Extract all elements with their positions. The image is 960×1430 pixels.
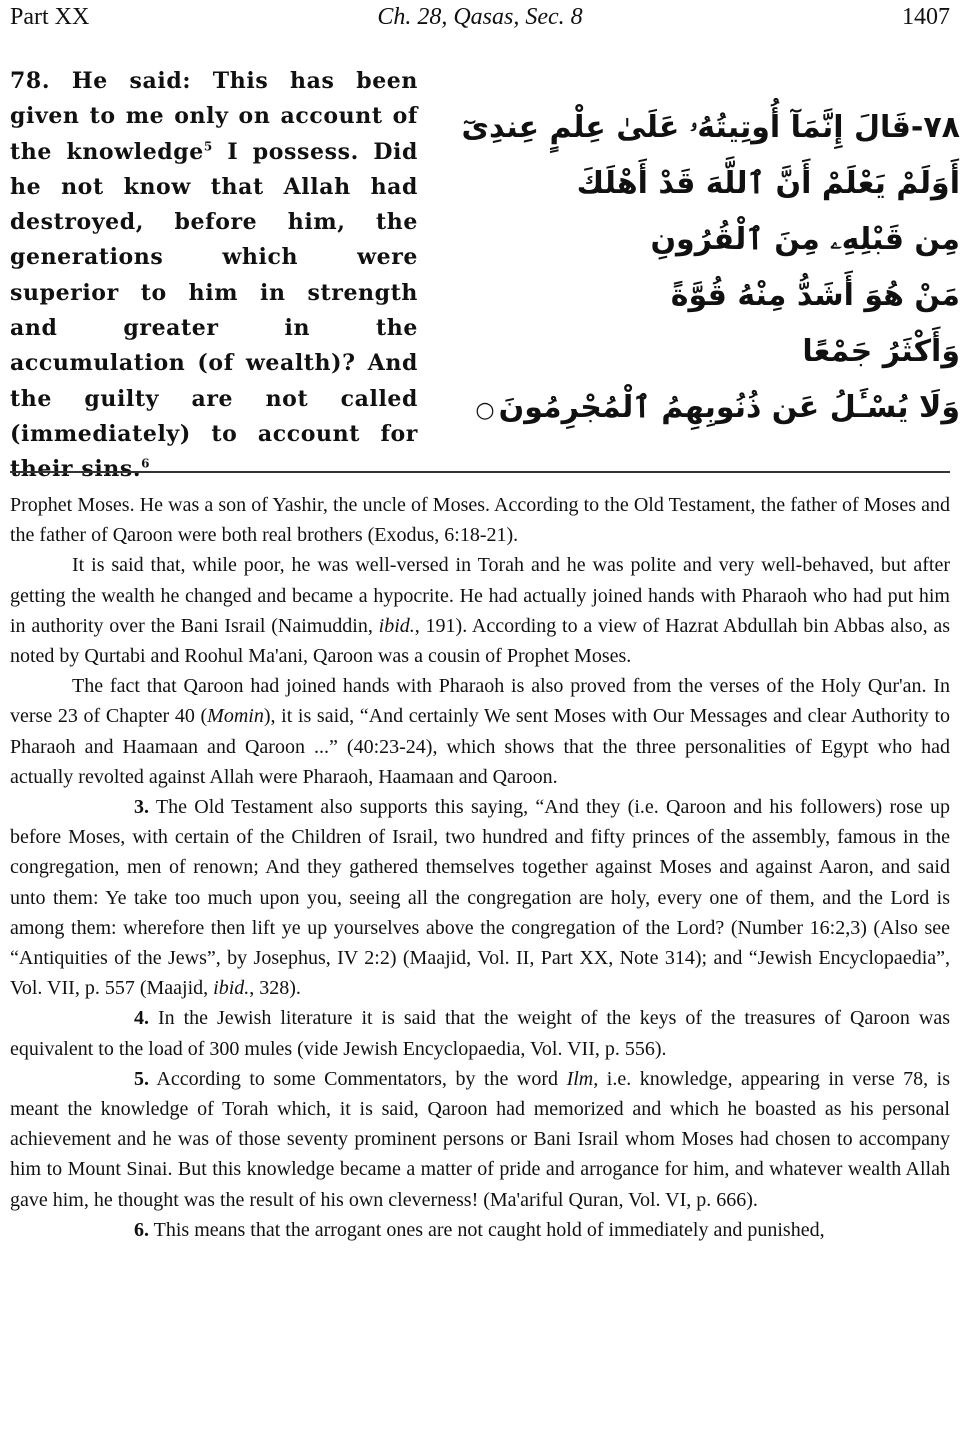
note-3	[10, 792, 950, 1003]
note-text: i.e. knowledge, appearing in verse 78, is meant the knowledge of Torah which, it is said, Qaroon had memorized and which he boasted as his personal achievement and he was of those seventy prominent persons or Bani Israil whom Moses had chosen to accompany him to Mount Sinai. But this knowledge became a matter of pride and arrogance for him, and whatever wealth Allah gave him, he thought was the result of his own cleverness! (Ma'ariful Quran, Vol. VI, p. 666).	[10, 1067, 951, 1211]
page-number: 1407	[902, 4, 950, 30]
note-4	[10, 1003, 950, 1063]
note-paragraph	[10, 671, 950, 792]
note-paragraph	[10, 550, 950, 671]
note-text: This means that the arrogant ones are not caught hold of immediately and punished,	[153, 1218, 825, 1241]
note-6	[10, 1215, 950, 1245]
arabic-line-3: مِن قَبْلِهِۦ مِنَ ٱلْقُرُونِ	[650, 222, 960, 257]
footnote-ref-5: 5	[203, 139, 213, 154]
arabic-line-1: ٧٨-قَالَ إِنَّمَآ أُوتِيتُهُۥ عَلَىٰ عِلْمٍ عِندِىٓ	[461, 110, 960, 145]
arabic-line-6-text: وَلَا يُسْـَٔلُ عَن ذُنُوبِهِمُ ٱلْمُجْرِمُونَ	[498, 390, 960, 425]
verse-text-part-2: I possess. Did he not know that Allah had destroyed, before him, the generations which were superior to him in strength and greater in the accumulation (of wealth)? And the guilty are not called (immediately) to account for their sins.	[10, 138, 418, 483]
note-text: ), it is said, “And certainly We sent Moses with Our Messages and clear Authority to Pharaoh and Haamaan and Qaroon ...” (40:23-24), which shows that the three personalities of Egypt who had actually revolted against Allah were Pharaoh, Haamaan and Qaroon.	[10, 705, 950, 788]
note-text: , 328).	[249, 977, 301, 1000]
arabic-line-6	[475, 380, 960, 439]
note-text: It is said that, while poor, he was well-versed in Torah and he was polite and very well-behaved, but after getting the wealth he changed and became a hypocrite. He had actually joined hands with Pharaoh who had put him in authority over the Bani Israil (Naimuddin,	[10, 554, 950, 637]
note-text: According to some Commentators, by the word	[156, 1067, 559, 1090]
note-italic: Momin	[207, 705, 264, 728]
arabic-verse	[461, 100, 960, 439]
running-header	[10, 4, 950, 34]
verse-text-part-1: He said: This has been given to me only on account of the knowledge	[10, 68, 418, 165]
note-text: , 191). According to a view of Hazrat Abdullah bin Abbas also, as noted by Qurtabi and Roohul Ma'ani, Qaroon was a cousin of Prophet Moses.	[10, 614, 951, 668]
arabic-line-5: وَأَكْثَرُ جَمْعًا	[802, 334, 960, 369]
note-text: Prophet Moses. He was a son of Yashir, the uncle of Moses. According to the Old Testament, the father of Moses and the father of Qaroon were both real brothers (Exodus, 6:18-21).	[10, 494, 950, 547]
chapter-label: Ch. 28, Qasas, Sec. 8	[377, 4, 583, 30]
note-number: 3.	[134, 796, 149, 819]
arabic-verse-number: ٧٨	[923, 110, 960, 145]
arabic-line-2: أَوَلَمْ يَعْلَمْ أَنَّ ٱللَّهَ قَدْ أَهْلَكَ	[576, 166, 960, 201]
note-italic: Ilm,	[566, 1067, 599, 1090]
note-italic: ibid.	[213, 977, 250, 1000]
note-number: 4.	[134, 1007, 149, 1030]
footnote-ref-6: 6	[141, 456, 151, 471]
part-label: Part XX	[10, 4, 90, 30]
note-paragraph-continued	[10, 490, 950, 550]
verse-number: 78.	[10, 68, 51, 94]
verse-end-mark: ○	[475, 398, 495, 423]
verse-translation	[10, 64, 418, 488]
note-italic: ibid.	[378, 614, 415, 637]
note-5	[10, 1064, 950, 1215]
note-number: 6.	[134, 1218, 149, 1241]
note-text: The Old Testament also supports this saying, “And they (i.e. Qaroon and his followers) rose up before Moses, with certain of the Children of Israil, two hundred and fifty princes of the assembly, famous in the congregation, men of renown; And they gathered themselves together against Moses and against Aaron, and said unto them: Ye take too much upon you, seeing all the congregation are holy, every one of them, and the Lord is among them: wherefore then lift ye up yourselves above the congregation of the Lord? (Number 16:2,3) (Also see “Antiquities of the Jews”, by Josephus, IV 2:2) (Maajid, Vol. II, Part XX, Note 314); and “Jewish Encyclopaedia”, Vol. VII, p. 557 (Maajid,	[10, 796, 951, 1000]
note-text: The fact that Qaroon had joined hands with Pharaoh is also proved from the verses of the Holy Qur'an. In verse 23 of Chapter 40 (	[10, 675, 950, 728]
arabic-line-4: مَنْ هُوَ أَشَدُّ مِنْهُ قُوَّةً	[670, 278, 960, 313]
footnotes	[10, 490, 950, 1245]
note-number: 5.	[134, 1067, 149, 1090]
separator-rule	[10, 471, 950, 473]
arabic-line-1-text: قَالَ إِنَّمَآ أُوتِيتُهُۥ عَلَىٰ عِلْمٍ عِندِىٓ	[461, 110, 911, 145]
note-text: In the Jewish literature it is said that the weight of the keys of the treasures of Qaroon was equivalent to the load of 300 mules (vide Jewish Encyclopaedia, Vol. VII, p. 556).	[10, 1007, 950, 1060]
